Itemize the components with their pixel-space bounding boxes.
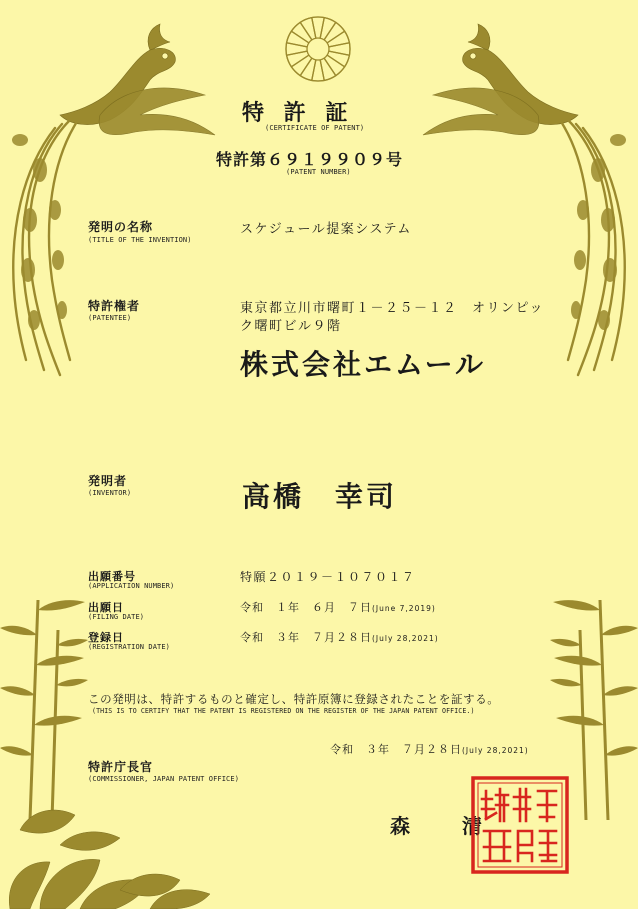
issue-date-jp: 令和 ３年 ７月２８日 (330, 743, 462, 756)
invention-title: スケジュール提案システム (240, 222, 412, 237)
issue-date (330, 741, 529, 757)
patent-number: 特許第６９１９９０９号 (216, 150, 404, 169)
chrysanthemum-petal (300, 58, 316, 80)
inventor-label-en: (INVENTOR) (88, 489, 132, 497)
chrysanthemum-petal (327, 51, 349, 67)
registration-label: 登録日 (88, 631, 124, 644)
chrysanthemum-petal (327, 31, 349, 47)
bamboo-left-icon (0, 590, 90, 820)
commissioner-name: 森 清 (390, 814, 486, 838)
patentee-address-line1: 東京都立川市曙町１－２５－１２ オリンピッ (240, 301, 544, 316)
filing-date (240, 599, 436, 615)
invention-label-en: (TITLE OF THE INVENTION) (88, 236, 192, 244)
registration-date-en: (July 28,2021) (372, 634, 439, 643)
patentee-address-line2: ク曙町ビル９階 (240, 319, 342, 334)
filing-label: 出願日 (88, 601, 124, 614)
invention-label: 発明の名称 (88, 220, 154, 234)
inventor-label: 発明者 (88, 474, 128, 488)
filing-date-jp: 令和 １年 ６月 ７日 (240, 601, 372, 614)
filing-date-en: (June 7,2019) (372, 604, 436, 613)
patentee-name: 株式会社エムール (240, 348, 487, 381)
registration-label-en: (REGISTRATION DATE) (88, 643, 170, 651)
registration-date (240, 629, 439, 645)
application-number: 特願２０１９－１０７０１７ (240, 570, 416, 584)
patent-number-en: (PATENT NUMBER) (286, 168, 351, 176)
inventor-name: 高橋 幸司 (242, 480, 398, 513)
official-seal-icon (470, 775, 570, 875)
patentee-label: 特許権者 (88, 299, 141, 313)
certificate-title-en: (CERTIFICATE OF PATENT) (265, 124, 365, 132)
commissioner-label-en: (COMMISSIONER, JAPAN PATENT OFFICE) (88, 775, 240, 783)
certification-statement-en: (THIS IS TO CERTIFY THAT THE PATENT IS REGISTERED ON THE REGISTER OF THE JAPAN PATENT OFFICE.) (92, 707, 475, 715)
phoenix-right-icon (403, 20, 638, 380)
chrysanthemum-petal (287, 31, 309, 47)
certificate-title: 特 許 証 (242, 101, 354, 126)
certification-statement: この発明は、特許するものと確定し、特許原簿に登録されたことを証する。 (88, 692, 500, 706)
filing-label-en: (FILING DATE) (88, 613, 145, 621)
application-label: 出願番号 (88, 570, 136, 583)
application-label-en: (APPLICATION NUMBER) (88, 582, 175, 590)
paulownia-icon (0, 790, 240, 909)
issue-date-en: (July 28,2021) (462, 746, 529, 755)
phoenix-left-icon (0, 20, 235, 380)
imperial-chrysanthemum-icon (283, 14, 353, 84)
registration-date-jp: 令和 ３年 ７月２８日 (240, 631, 372, 644)
chrysanthemum-petal (320, 18, 336, 40)
commissioner-label: 特許庁長官 (88, 760, 154, 774)
patentee-label-en: (PATENTEE) (88, 314, 132, 322)
